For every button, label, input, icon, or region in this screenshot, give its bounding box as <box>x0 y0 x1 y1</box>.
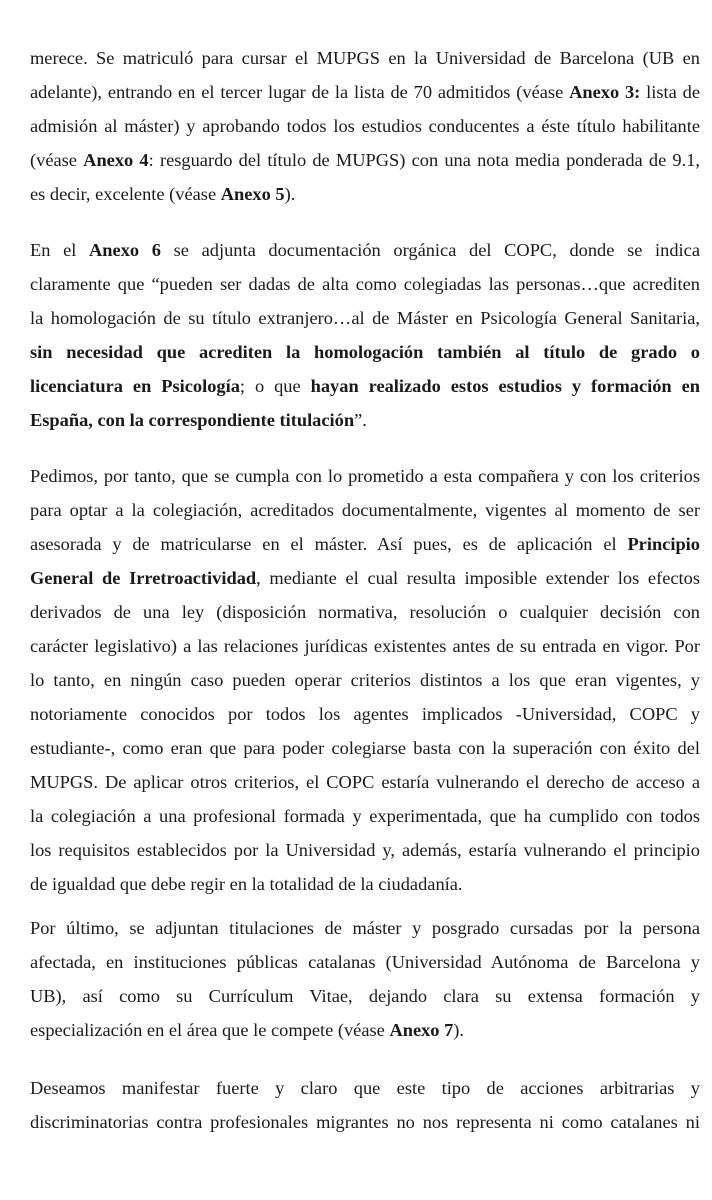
text-line <box>30 629 700 663</box>
text-line <box>30 177 700 211</box>
text-run: claramente que “pueden ser dadas de alta como colegiadas las personas…que acrediten <box>30 274 700 294</box>
text-run: En el <box>30 240 90 260</box>
text-run: discriminatorias contra profesionales migrantes no nos representa ni como catalanes ni <box>30 1112 700 1132</box>
paragraph-anexo-6 <box>30 233 700 437</box>
text-line <box>30 1013 700 1047</box>
text-run: UB), así como su Currículum Vitae, dejando clara su extensa formación y <box>30 986 700 1006</box>
text-run: para optar a la colegiación, acreditados documentalmente, vigentes al momento de ser <box>30 500 700 520</box>
text-run: la colegiación a una profesional formada y experimentada, que ha cumplido con todos <box>30 806 700 826</box>
text-line <box>30 765 700 799</box>
text-run: ). <box>284 184 296 204</box>
text-run: derivados de una ley (disposición normativa, resolución o cualquier decisión con <box>30 602 700 622</box>
text-line <box>30 979 700 1013</box>
paragraph-matricula <box>30 41 700 211</box>
text-line <box>30 369 700 403</box>
text-line <box>30 799 700 833</box>
text-line <box>30 1071 700 1105</box>
text-line <box>30 459 700 493</box>
text-run: MUPGS. De aplicar otros criterios, el COPC estaría vulnerando el derecho de acceso a <box>30 772 700 792</box>
bold-text: Anexo 5 <box>220 184 285 204</box>
text-line <box>30 1105 700 1139</box>
text-run: lo tanto, en ningún caso pueden operar criterios distintos a los que eran vigentes, y <box>30 670 700 690</box>
text-line <box>30 867 700 901</box>
text-run: ). <box>453 1020 465 1040</box>
text-line <box>30 233 700 267</box>
text-run: , mediante el cual resulta imposible extender los efectos <box>256 568 700 588</box>
bold-text: Principio <box>627 534 700 554</box>
text-run: carácter legislativo) a las relaciones jurídicas existentes antes de su entrada en vigor. Por <box>30 636 700 656</box>
text-run: Por último, se adjuntan titulaciones de máster y posgrado cursadas por la persona <box>30 918 700 938</box>
text-line <box>30 833 700 867</box>
text-run: afectada, en instituciones públicas catalanas (Universidad Autónoma de Barcelona y <box>30 952 700 972</box>
text-line <box>30 731 700 765</box>
text-line <box>30 335 700 369</box>
text-run: Pedimos, por tanto, que se cumpla con lo prometido a esta compañera y con los criterios <box>30 466 700 486</box>
text-run: se adjunta documentación orgánica del COPC, donde se indica <box>160 240 700 260</box>
text-line <box>30 527 700 561</box>
text-run: ”. <box>354 410 367 430</box>
text-run: asesorada y de matricularse en el máster. Así pues, es de aplicación el <box>30 534 628 554</box>
bold-text: Anexo 7 <box>389 1020 454 1040</box>
text-line <box>30 41 700 75</box>
text-run: (véase <box>30 150 84 170</box>
text-line <box>30 301 700 335</box>
bold-text: licenciatura en Psicología <box>30 376 240 396</box>
paragraph-irretroactividad <box>30 459 700 901</box>
paragraph-titulaciones <box>30 911 700 1047</box>
text-run: la homologación de su título extranjero…al de Máster en Psicología General Sanitaria, <box>30 308 700 328</box>
text-run: adelante), entrando en el tercer lugar de la lista de 70 admitidos (véase <box>30 82 570 102</box>
text-line <box>30 493 700 527</box>
paragraph-manifiesto <box>30 1071 700 1139</box>
bold-text: sin necesidad que acrediten la homologación también al título de grado o <box>30 342 700 362</box>
text-run: : resguardo del título de MUPGS) con una nota media ponderada de 9.1, <box>148 150 701 170</box>
text-run: ; o que <box>239 376 311 396</box>
text-run: Deseamos manifestar fuerte y claro que este tipo de acciones arbitrarias y <box>30 1078 700 1098</box>
bold-text: Anexo 4 <box>83 150 149 170</box>
text-run: lista de <box>640 82 701 102</box>
text-run: notoriamente conocidos por todos los agentes implicados -Universidad, COPC y <box>30 704 700 724</box>
text-line <box>30 143 700 177</box>
text-run: admisión al máster) y aprobando todos los estudios conducentes a éste título habilitante <box>30 116 700 136</box>
bold-text: España, con la correspondiente titulación <box>30 410 355 430</box>
text-line <box>30 75 700 109</box>
text-line <box>30 911 700 945</box>
text-line <box>30 267 700 301</box>
text-line <box>30 945 700 979</box>
text-run: de igualdad que debe regir en la totalidad de la ciudadanía. <box>30 874 463 894</box>
bold-text: Anexo 6 <box>89 240 161 260</box>
bold-text: Anexo 3: <box>569 82 641 102</box>
text-line <box>30 561 700 595</box>
bold-text: General de Irretroactividad <box>30 568 257 588</box>
text-line <box>30 697 700 731</box>
text-line <box>30 663 700 697</box>
bold-text: hayan realizado estos estudios y formación en <box>310 376 700 396</box>
text-run: especialización en el área que le compete (véase <box>30 1020 390 1040</box>
text-run: es decir, excelente (véase <box>30 184 221 204</box>
text-line <box>30 595 700 629</box>
text-line <box>30 403 700 437</box>
text-run: los requisitos establecidos por la Universidad y, además, estaría vulnerando el principio <box>30 840 700 860</box>
text-line <box>30 109 700 143</box>
text-run: merece. Se matriculó para cursar el MUPGS en la Universidad de Barcelona (UB en <box>30 48 700 68</box>
text-run: estudiante-, como eran que para poder colegiarse basta con la superación con éxito del <box>30 738 700 758</box>
